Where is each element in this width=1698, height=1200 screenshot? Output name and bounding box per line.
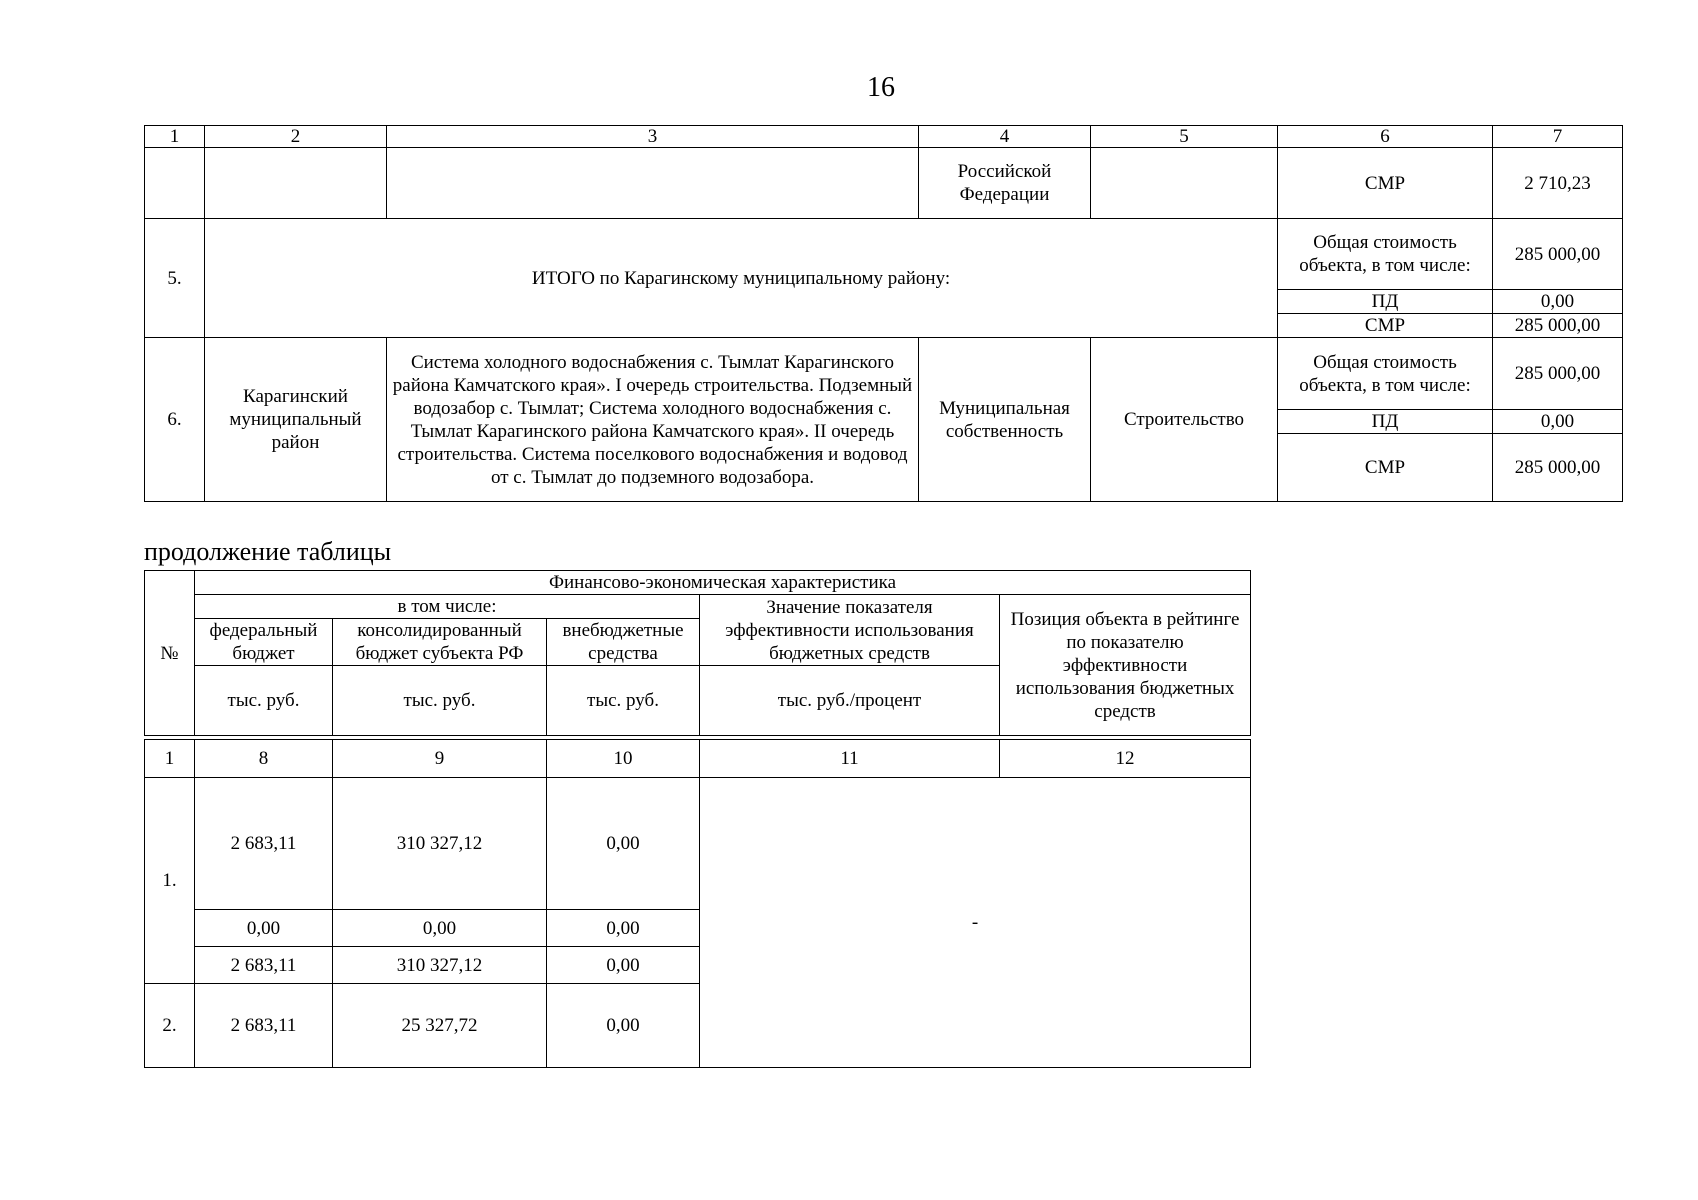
federal-value: 2 683,11 — [195, 947, 333, 984]
column-number-row — [145, 126, 1623, 148]
table-row — [145, 778, 1251, 910]
table-row — [145, 571, 1251, 595]
unit-cell: тыс. руб. — [547, 666, 700, 736]
row-number: 6. — [145, 338, 205, 502]
consolidated-value: 310 327,12 — [333, 778, 547, 910]
cost-value-cell: 0,00 — [1493, 290, 1623, 314]
cost-type-cell: ПД — [1278, 410, 1493, 434]
table-cell — [1091, 148, 1278, 219]
col-number: 7 — [1493, 126, 1623, 148]
work-type-cell: Строительство — [1091, 338, 1278, 502]
cost-value-cell: 285 000,00 — [1493, 434, 1623, 502]
federal-header: федеральный бюджет — [195, 619, 333, 666]
col-number: 6 — [1278, 126, 1493, 148]
continued-table-header — [144, 570, 1251, 736]
col-number: 8 — [195, 740, 333, 778]
row-number: 5. — [145, 219, 205, 338]
consolidated-value: 25 327,72 — [333, 984, 547, 1068]
row-number: 2. — [145, 984, 195, 1068]
ownership-cell: Муниципальная собственность — [919, 338, 1091, 502]
col-number: 12 — [1000, 740, 1251, 778]
consolidated-value: 310 327,12 — [333, 947, 547, 984]
table-row — [145, 219, 1623, 290]
federal-value: 0,00 — [195, 910, 333, 947]
cost-value-cell: 285 000,00 — [1493, 314, 1623, 338]
federal-value: 2 683,11 — [195, 778, 333, 910]
row-number: 1. — [145, 778, 195, 984]
extrabudget-value: 0,00 — [547, 984, 700, 1068]
extrabudget-header: внебюджетные средства — [547, 619, 700, 666]
continued-label: продолжение таблицы — [144, 537, 392, 566]
column-number-row — [145, 740, 1251, 778]
col-number: 10 — [547, 740, 700, 778]
col-number: 1 — [145, 740, 195, 778]
total-title: ИТОГО по Карагинскому муниципальному району: — [205, 219, 1278, 338]
district-cell: Карагинский муниципальный район — [205, 338, 387, 502]
table-cell — [205, 148, 387, 219]
efficiency-header: Значение показателя эффективности использования бюджетных средств — [700, 595, 1000, 666]
table-cell — [145, 148, 205, 219]
cost-type-cell: Общая стоимость объекта, в том числе: — [1278, 338, 1493, 410]
cost-type-cell: СМР — [1278, 148, 1493, 219]
ownership-cell: Российской Федерации — [919, 148, 1091, 219]
federal-value: 2 683,11 — [195, 984, 333, 1068]
col-number: 4 — [919, 126, 1091, 148]
table-cell — [387, 148, 919, 219]
table-row — [145, 148, 1623, 219]
cost-value-cell: 285 000,00 — [1493, 219, 1623, 290]
extrabudget-value: 0,00 — [547, 947, 700, 984]
efficiency-dash: - — [700, 778, 1251, 1068]
object-description: Система холодного водоснабжения с. Тымлат Карагинского района Камчатского края». I очередь строительства. Подземный водозабор с. Тымлат; Система холодного водоснабжения с. Тымлат Карагинского района Камчатского края». II очередь строительства. Система поселкового водоснабжения и водовод от с. Тымлат до подземного водозабора. — [387, 338, 919, 502]
col-number: 11 — [700, 740, 1000, 778]
cost-value-cell: 0,00 — [1493, 410, 1623, 434]
table-row — [145, 595, 1251, 619]
col-number: 5 — [1091, 126, 1278, 148]
unit-cell: тыс. руб. — [195, 666, 333, 736]
col-number: 9 — [333, 740, 547, 778]
consolidated-value: 0,00 — [333, 910, 547, 947]
position-header: Позиция объекта в рейтинге по показателю эффективности использования бюджетных средств — [1000, 595, 1251, 736]
unit-cell: тыс. руб. — [333, 666, 547, 736]
cost-value-cell: 285 000,00 — [1493, 338, 1623, 410]
page-number: 16 — [867, 72, 895, 103]
cost-type-cell: СМР — [1278, 434, 1493, 502]
unit-cell: тыс. руб./процент — [700, 666, 1000, 736]
cost-value-cell: 2 710,23 — [1493, 148, 1623, 219]
cost-type-cell: Общая стоимость объекта, в том числе: — [1278, 219, 1493, 290]
table-row — [145, 338, 1623, 410]
continued-table-body — [144, 739, 1251, 1068]
col-number: 1 — [145, 126, 205, 148]
including-header: в том числе: — [195, 595, 700, 619]
col-number: 2 — [205, 126, 387, 148]
consolidated-header: консолидированный бюджет субъекта РФ — [333, 619, 547, 666]
extrabudget-value: 0,00 — [547, 778, 700, 910]
financial-header: Финансово-экономическая характеристика — [195, 571, 1251, 595]
cost-type-cell: ПД — [1278, 290, 1493, 314]
cost-type-cell: СМР — [1278, 314, 1493, 338]
main-table — [144, 125, 1623, 502]
number-header: № — [145, 571, 195, 736]
extrabudget-value: 0,00 — [547, 910, 700, 947]
col-number: 3 — [387, 126, 919, 148]
